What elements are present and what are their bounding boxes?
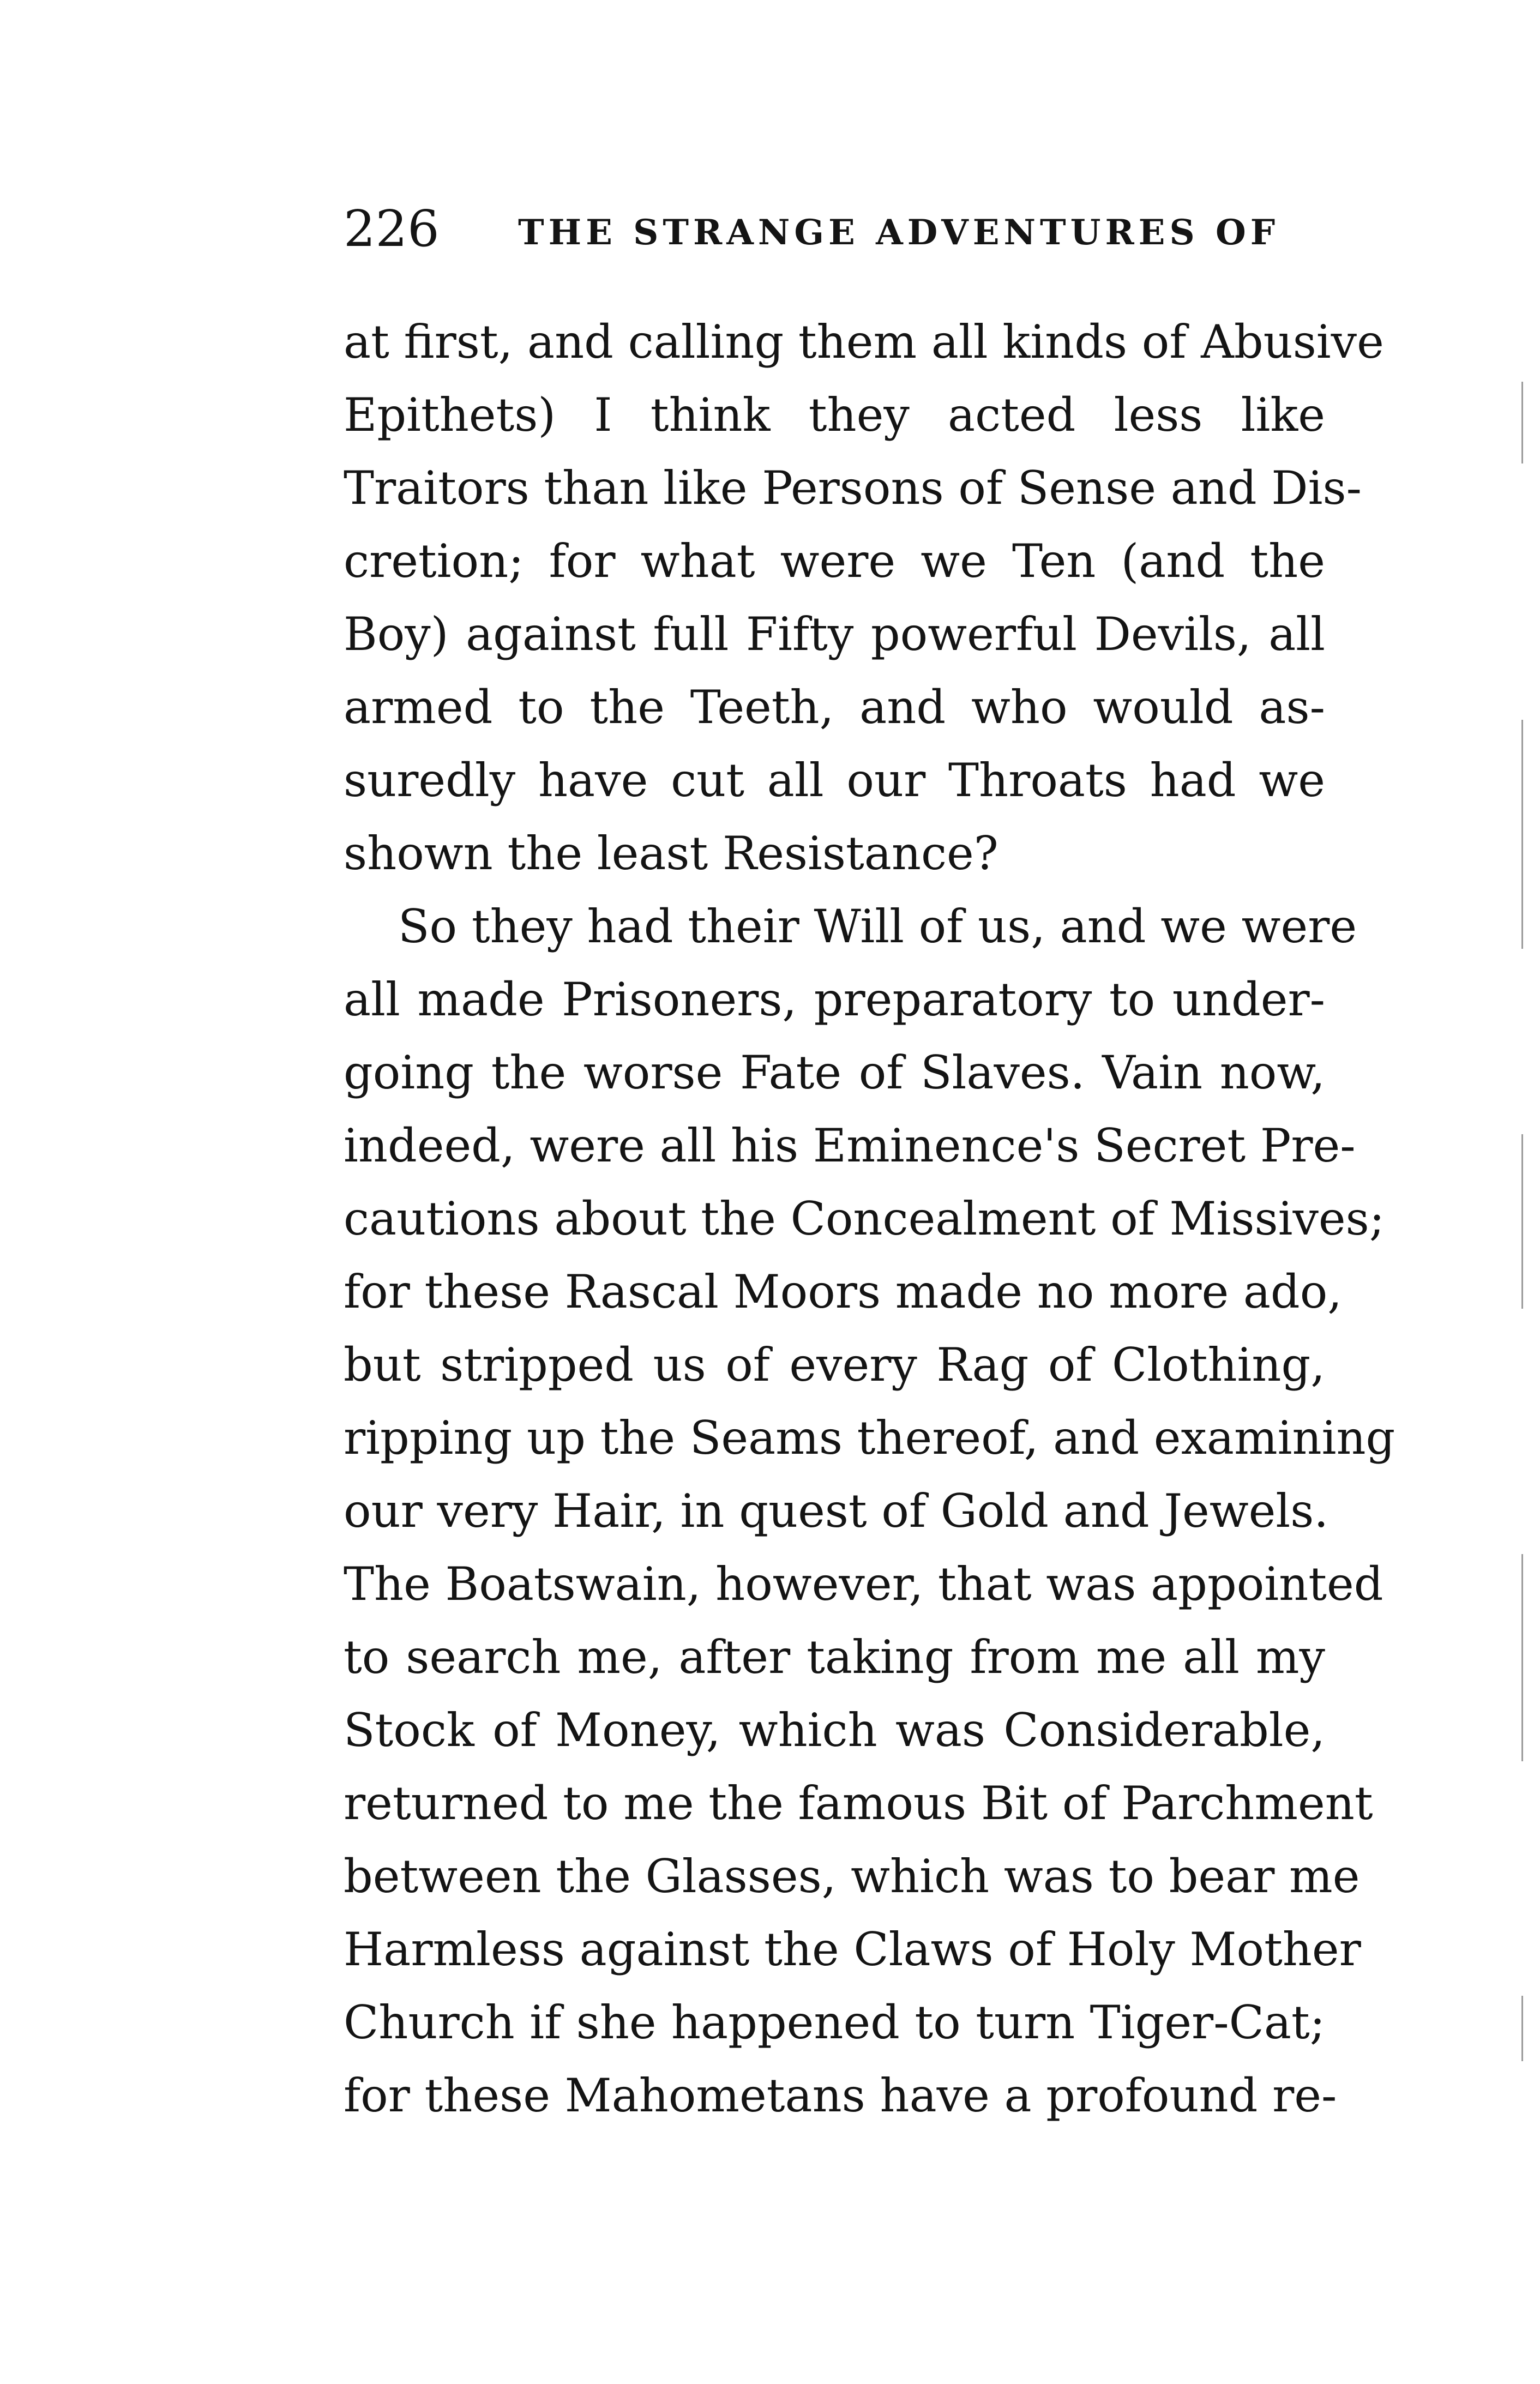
text-line: cautions about the Concealment of Missives; (344, 1192, 1385, 1245)
scan-edge-mark (1521, 720, 1523, 949)
text-line: between the Glasses, which was to bear me (344, 1850, 1360, 1903)
paragraph-end-line: shown the least Resistance? (344, 827, 998, 880)
text-line: cretion; for what were we Ten (and the (344, 534, 1325, 588)
text-line: Stock of Money, which was Considerable, (344, 1703, 1325, 1757)
text-line: to search me, after taking from me all my (344, 1630, 1325, 1684)
page-number: 226 (344, 200, 440, 258)
text-line: armed to the Teeth, and who would as- (344, 681, 1325, 734)
scan-edge-mark (1521, 1134, 1523, 1309)
text-line: going the worse Fate of Slaves. Vain now, (344, 1046, 1325, 1099)
text-line: suredly have cut all our Throats had we (344, 754, 1325, 807)
text-line: Epithets) I think they acted less like (344, 388, 1325, 442)
scan-edge-mark (1521, 1996, 1523, 2061)
text-line: Boy) against full Fifty powerful Devils, all (344, 607, 1325, 661)
text-line: for these Rascal Moors made no more ado, (344, 1265, 1342, 1319)
text-line: but stripped us of every Rag of Clothing, (344, 1338, 1325, 1392)
text-line: returned to me the famous Bit of Parchment (344, 1777, 1373, 1830)
text-line: Traitors than like Persons of Sense and Dis- (344, 461, 1362, 515)
body-text (344, 305, 1395, 2132)
text-line: indeed, were all his Eminence's Secret Pre- (344, 1119, 1356, 1172)
text-line: at first, and calling them all kinds of Abusive (344, 315, 1384, 369)
scan-edge-mark (1521, 1554, 1523, 1761)
text-line: Harmless against the Claws of Holy Mother (344, 1923, 1361, 1976)
paragraph-start-line: So they had their Will of us, and we were (398, 900, 1357, 953)
text-line: The Boatswain, however, that was appointed (344, 1557, 1383, 1611)
text-line: Church if she happened to turn Tiger-Cat; (344, 1996, 1325, 2049)
text-line: ripping up the Seams thereof, and examining (344, 1411, 1395, 1465)
running-head (344, 199, 1347, 259)
scan-edge-mark (1521, 382, 1523, 463)
running-title: THE STRANGE ADVENTURES OF (518, 212, 1280, 253)
text-line: for these Mahometans have a profound re- (344, 2069, 1337, 2122)
text-line: our very Hair, in quest of Gold and Jewels. (344, 1484, 1329, 1538)
text-line: all made Prisoners, preparatory to under- (344, 973, 1325, 1026)
